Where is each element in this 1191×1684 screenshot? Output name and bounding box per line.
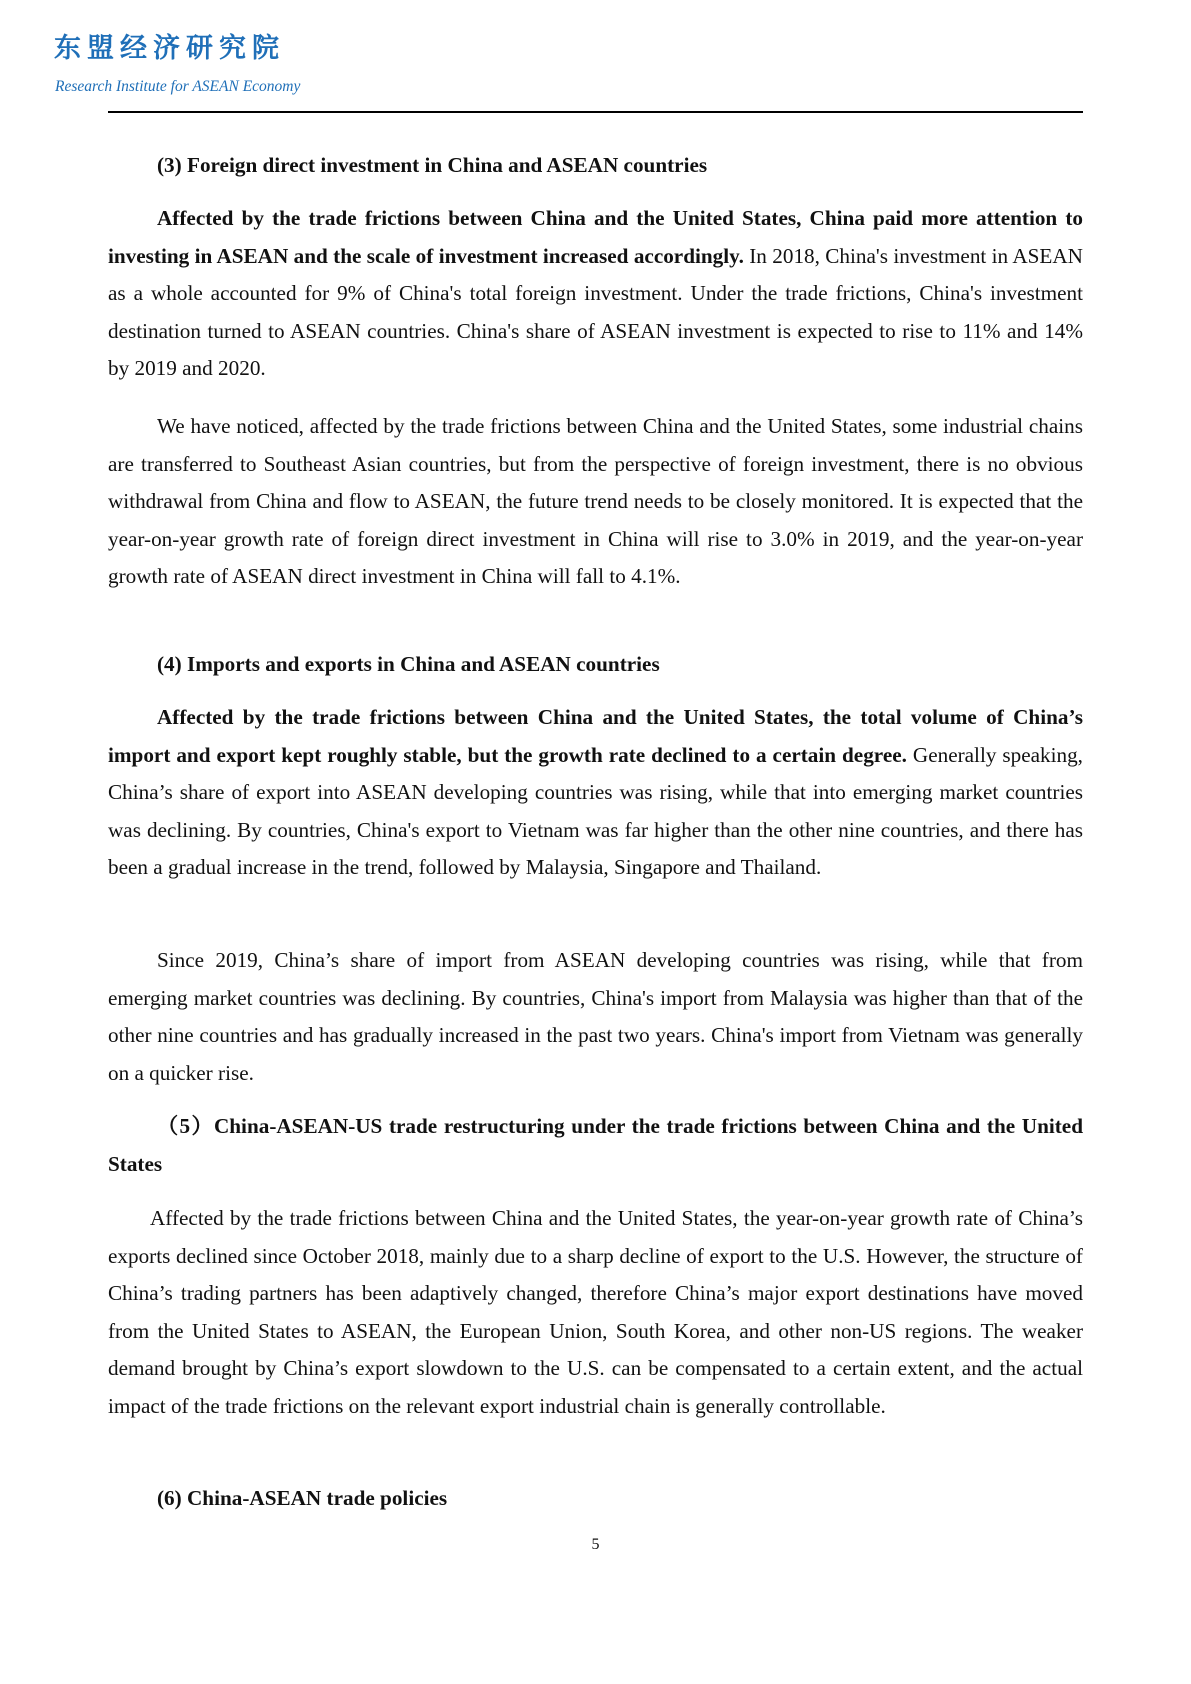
section-6-heading: (6) China-ASEAN trade policies [157,1486,448,1510]
section-3-paragraph-1-bold-lead: Affected by the trade frictions between China and the United States, China paid more attention to investing in ASEAN and the scale of investment increased accordingly. [108,206,1083,268]
section-4-paragraph-1 [108,699,1083,887]
section-4-paragraph-1-text: Generally speaking, China’s share of export into ASEAN developing countries was rising, while that into emerging market countries was declining. By countries, China's export to Vietnam was far higher than the other nine countries, and there has been a gradual increase in the trend, followed by Malaysia, Singapore and Thailand. [108,742,1083,880]
section-5-paragraph-1: Affected by the trade frictions between China and the United States, the year-on-year growth rate of China’s exports declined since October 2018, mainly due to a sharp decline of export to the U.S. However, the structure of China’s trading partners has been adaptively changed, therefore China’s major export destinations have moved from the United States to ASEAN, the European Union, South Korea, and other non-US regions. The weaker demand brought by China’s export slowdown to the U.S. can be compensated to a certain extent, and the actual impact of the trade frictions on the relevant export industrial chain is generally controllable. [108,1206,1083,1418]
section-4-paragraph-1-bold-lead: Affected by the trade frictions between China and the United States, the total volume of China’s import and export kept roughly stable, but the growth rate declined to a certain degree. [108,705,1083,767]
header-divider [108,111,1083,113]
section-4-paragraph-2: Since 2019, China’s share of import from ASEAN developing countries was rising, while that from emerging market countries was declining. By countries, China's import from Malaysia was higher than that of the other nine countries and has gradually increased in the past two years. China's import from Vietnam was generally on a quicker rise. [108,948,1083,1085]
institute-logo-english: Research Institute for ASEAN Economy [55,78,301,95]
section-3-paragraph-2: We have noticed, affected by the trade frictions between China and the United States, some industrial chains are transferred to Southeast Asian countries, but from the perspective of foreign investment, there is no obvious withdrawal from China and flow to ASEAN, the future trend needs to be closely monitored. It is expected that the year-on-year growth rate of foreign direct investment in China will rise to 3.0% in 2019, and the year-on-year growth rate of ASEAN direct investment in China will fall to 4.1%. [108,414,1083,589]
section-3-paragraph-1 [108,200,1083,388]
institute-logo-chinese: 东盟经济研究院 [54,33,285,64]
section-3-paragraph-1-text: In 2018, China's investment in ASEAN as a whole accounted for 9% of China's total foreign investment. Under the trade frictions, China's investment destination turned to ASEAN countries. China's share of ASEAN investment is expected to rise to 11% and 14% by 2019 and 2020. [108,243,1083,381]
section-3-heading: (3) Foreign direct investment in China and ASEAN countries [157,153,708,177]
section-4-heading: (4) Imports and exports in China and ASEAN countries [157,652,660,676]
section-5-heading: （5）China-ASEAN-US trade restructuring under the trade frictions between China and the United States [108,1114,1083,1176]
page-number: 5 [591,1536,600,1553]
